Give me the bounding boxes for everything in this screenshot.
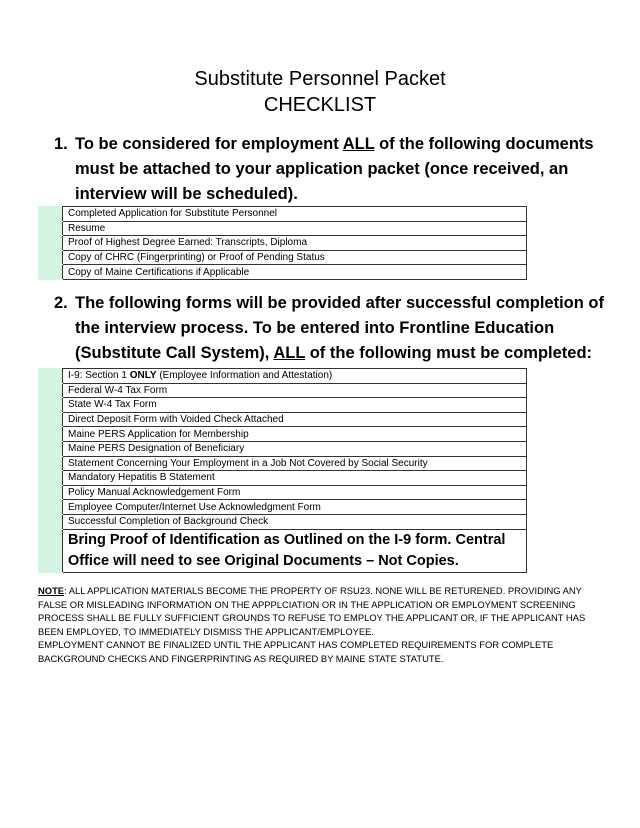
checklist-row bbox=[39, 265, 527, 280]
checklist-item-label: Maine PERS Application for Membership bbox=[63, 427, 527, 442]
section-1-checklist bbox=[38, 206, 527, 280]
checklist-row bbox=[39, 485, 527, 500]
checklist-item-label: Copy of Maine Certifications if Applicable bbox=[63, 265, 527, 280]
checkbox[interactable] bbox=[39, 412, 63, 427]
page-title-line-2: CHECKLIST bbox=[263, 94, 377, 116]
checkbox[interactable] bbox=[39, 485, 63, 500]
section-2-number: 2. bbox=[54, 294, 68, 312]
checklist-item-label: Successful Completion of Background Check bbox=[63, 514, 527, 529]
checklist-item-label: Maine PERS Designation of Beneficiary bbox=[63, 441, 527, 456]
section-1-heading bbox=[54, 132, 614, 207]
checkbox[interactable] bbox=[39, 514, 63, 529]
checkbox[interactable] bbox=[39, 369, 63, 384]
checkbox[interactable] bbox=[39, 529, 63, 572]
checklist-row bbox=[39, 456, 527, 471]
checklist-row-proof-of-identification bbox=[39, 529, 527, 572]
checkbox[interactable] bbox=[39, 500, 63, 515]
note-text-1: : ALL APPLICATION MATERIALS BECOME THE PROPERTY OF RSU23. NONE WILL BE RETURENED. PROVIDING ANY FALSE OR MISLEADING INFORMATION ON THE APPPLCIATION OR IN THE APPLICATION OR EMPLOYMENT SCREENING PROCESS SHALL BE FULLY SUFFICIENT GROUNDS TO REFUSE TO EMPLOY THE APPLICANT OR, IF THE APPLICANT HAS BEEN EMPLOYED, TO IMMEDIATELY DISMISS THE APPLICANT/EMPLOYEE. bbox=[38, 585, 586, 637]
checklist-item-label: Direct Deposit Form with Voided Check Attached bbox=[63, 412, 527, 427]
section-2-heading bbox=[54, 291, 614, 366]
checklist-item-label: Copy of CHRC (Fingerprinting) or Proof of Pending Status bbox=[63, 250, 527, 265]
checklist-row bbox=[39, 412, 527, 427]
checklist-row bbox=[39, 441, 527, 456]
checklist-row bbox=[39, 514, 527, 529]
checklist-item-label: Statement Concerning Your Employment in a Job Not Covered by Social Security bbox=[63, 456, 527, 471]
page-title bbox=[0, 66, 640, 118]
checklist-row bbox=[39, 398, 527, 413]
checkbox[interactable] bbox=[39, 471, 63, 486]
checklist-item-label: Federal W-4 Tax Form bbox=[63, 383, 527, 398]
note-paragraph bbox=[38, 584, 598, 666]
checklist-row bbox=[39, 427, 527, 442]
checkbox[interactable] bbox=[39, 398, 63, 413]
i9-label-post: (Employee Information and Attestation) bbox=[156, 370, 333, 382]
i9-label-emphasis: ONLY bbox=[129, 370, 157, 382]
section-1-heading-emphasis: ALL bbox=[342, 135, 375, 153]
section-2-heading-emphasis: ALL bbox=[273, 344, 306, 362]
checkbox[interactable] bbox=[39, 427, 63, 442]
checkbox[interactable] bbox=[39, 207, 63, 222]
checklist-row bbox=[39, 471, 527, 486]
page-title-line-1: Substitute Personnel Packet bbox=[194, 68, 446, 90]
section-2-heading-pre: The following forms will be provided after successful completion of the interview process. To be entered into Frontline Education (Substitute Call System), bbox=[75, 294, 604, 362]
checkbox[interactable] bbox=[39, 456, 63, 471]
checklist-row bbox=[39, 221, 527, 236]
checklist-row bbox=[39, 383, 527, 398]
checklist-item-label: Resume bbox=[63, 221, 527, 236]
checklist-row bbox=[39, 207, 527, 222]
checklist-item-label bbox=[63, 369, 527, 384]
checklist-row bbox=[39, 250, 527, 265]
checklist-row bbox=[39, 236, 527, 251]
checklist-item-label: Completed Application for Substitute Personnel bbox=[63, 207, 527, 222]
section-1-heading-text bbox=[75, 132, 614, 207]
checkbox[interactable] bbox=[39, 383, 63, 398]
section-2-checklist bbox=[38, 368, 527, 573]
checklist-item-label: State W-4 Tax Form bbox=[63, 398, 527, 413]
checklist-item-label: Policy Manual Acknowledgement Form bbox=[63, 485, 527, 500]
checklist-item-label: Mandatory Hepatitis B Statement bbox=[63, 471, 527, 486]
section-1-heading-pre: To be considered for employment bbox=[75, 135, 343, 153]
checkbox[interactable] bbox=[39, 265, 63, 280]
note-label: NOTE bbox=[38, 585, 65, 596]
checkbox[interactable] bbox=[39, 250, 63, 265]
checklist-row bbox=[39, 500, 527, 515]
checklist-item-label: Proof of Highest Degree Earned: Transcripts, Diploma bbox=[63, 236, 527, 251]
section-1-number: 1. bbox=[54, 135, 68, 153]
section-2-heading-text bbox=[75, 291, 614, 366]
section-1-heading-post: of the following documents must be attached to your application packet (once received, an interview will be scheduled). bbox=[75, 135, 594, 203]
checkbox[interactable] bbox=[39, 221, 63, 236]
section-2-heading-post: of the following must be completed: bbox=[305, 344, 593, 362]
checkbox[interactable] bbox=[39, 441, 63, 456]
checklist-item-label: Bring Proof of Identification as Outlined on the I-9 form. Central Office will need to see Original Documents – Not Copies. bbox=[63, 529, 527, 572]
note-text-2: EMPLOYMENT CANNOT BE FINALIZED UNTIL THE APPLICANT HAS COMPLETED REQUIREMENTS FOR COMPLETE BACKGROUND CHECKS AND FINGERPRINTING AS REQUIRED BY MAINE STATE STATUTE. bbox=[38, 639, 554, 664]
checklist-item-label: Employee Computer/Internet Use Acknowledgment Form bbox=[63, 500, 527, 515]
checkbox[interactable] bbox=[39, 236, 63, 251]
checklist-row bbox=[39, 369, 527, 384]
i9-label-pre: I-9: Section 1 bbox=[68, 370, 130, 382]
